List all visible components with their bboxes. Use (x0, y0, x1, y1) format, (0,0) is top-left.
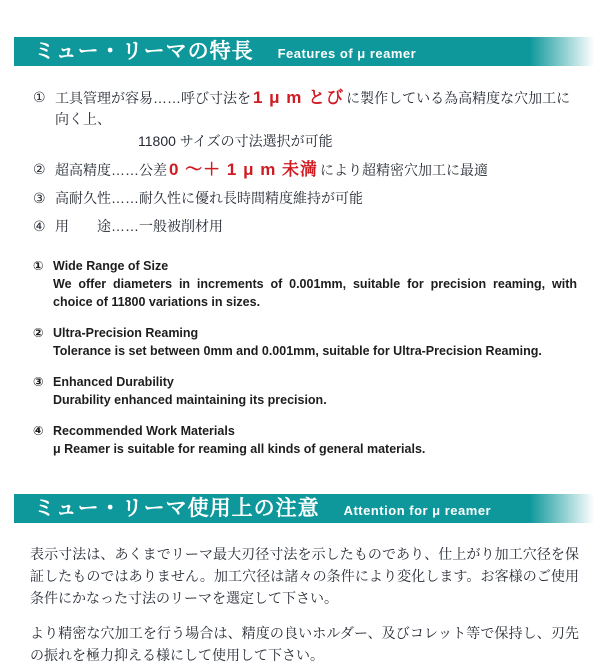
en-feature-item-1 (33, 257, 577, 311)
item-text-post: に製作している為高精度な穴加工に向く上、 (55, 90, 571, 127)
jp-feature-item-4 (33, 216, 582, 237)
item-heading: Enhanced Durability (53, 375, 174, 389)
item-content (53, 373, 577, 409)
item-text-pre: 工具管理が容易……呼び寸法を (55, 90, 251, 106)
jp-feature-item-1-line2: 11800 サイズの寸法選択が可能 (138, 133, 333, 149)
item-number: ① (33, 89, 46, 105)
item-text-emphasis: 0 ～＋ 1 μ m 未満 (169, 160, 319, 179)
item-text-emphasis: 1 μ m とび (253, 88, 345, 107)
features-en-list (33, 257, 577, 458)
catalog-page (0, 37, 600, 663)
item-heading: Ultra-Precision Reaming (53, 326, 199, 340)
jp-feature-item-1 (33, 87, 582, 130)
item-heading: Recommended Work Materials (53, 424, 235, 438)
notice-paragraph-2: より精密な穴加工を行う場合は、精度の良いホルダー、及びコレット等で保持し、刃先の振れを極力抑える様にして使用して下さい。 (30, 625, 579, 663)
features-title-jp: ミュー・リーマの特長 (34, 40, 254, 63)
item-number: ② (33, 161, 46, 177)
item-text (55, 87, 582, 130)
attention-title-jp: ミュー・リーマ使用上の注意 (34, 497, 320, 520)
item-number: ④ (33, 424, 44, 438)
en-feature-item-3 (33, 373, 577, 409)
features-title-en: Features of μ reamer (277, 46, 417, 61)
jp-feature-item-2 (33, 159, 582, 181)
item-text (55, 159, 582, 181)
item-body: We offer diameters in increments of 0.001mm, suitable for precision reaming, with choice of 11800 variations in sizes. (53, 277, 577, 309)
item-content (53, 422, 577, 458)
item-text: 用 途……一般被削材用 (55, 218, 223, 234)
item-number: ② (33, 326, 44, 340)
item-text-post: により超精密穴加工に最適 (320, 162, 489, 178)
item-number: ③ (33, 190, 46, 206)
attention-header-bar (14, 494, 600, 523)
item-body: Durability enhanced maintaining its precision. (53, 393, 327, 407)
item-number: ③ (33, 375, 44, 389)
jp-feature-item-3 (33, 188, 582, 209)
features-jp-list (33, 87, 582, 237)
item-content (53, 324, 577, 360)
attention-title-en: Attention for μ reamer (343, 503, 492, 518)
item-heading: Wide Range of Size (53, 259, 169, 273)
item-body: Tolerance is set between 0mm and 0.001mm, suitable for Ultra-Precision Reaming. (53, 344, 542, 358)
en-feature-item-4 (33, 422, 577, 458)
item-content (53, 257, 577, 311)
features-header-bar (14, 37, 600, 66)
item-text: 高耐久性……耐久性に優れ長時間精度維持が可能 (55, 190, 363, 206)
notice-paragraph-1: 表示寸法は、あくまでリーマ最大刃径寸法を示したものであり、仕上がり加工穴径を保証したものではありません。加工穴径は諸々の条件により変化します。お客様のご使用条件にかなった寸法のリーマを選定して下さい。 (30, 546, 579, 606)
item-number: ④ (33, 218, 46, 234)
en-feature-item-2 (33, 324, 577, 360)
item-body: μ Reamer is suitable for reaming all kinds of general materials. (53, 442, 426, 456)
item-text-pre: 超高精度……公差 (55, 162, 167, 178)
item-number: ① (33, 259, 44, 273)
